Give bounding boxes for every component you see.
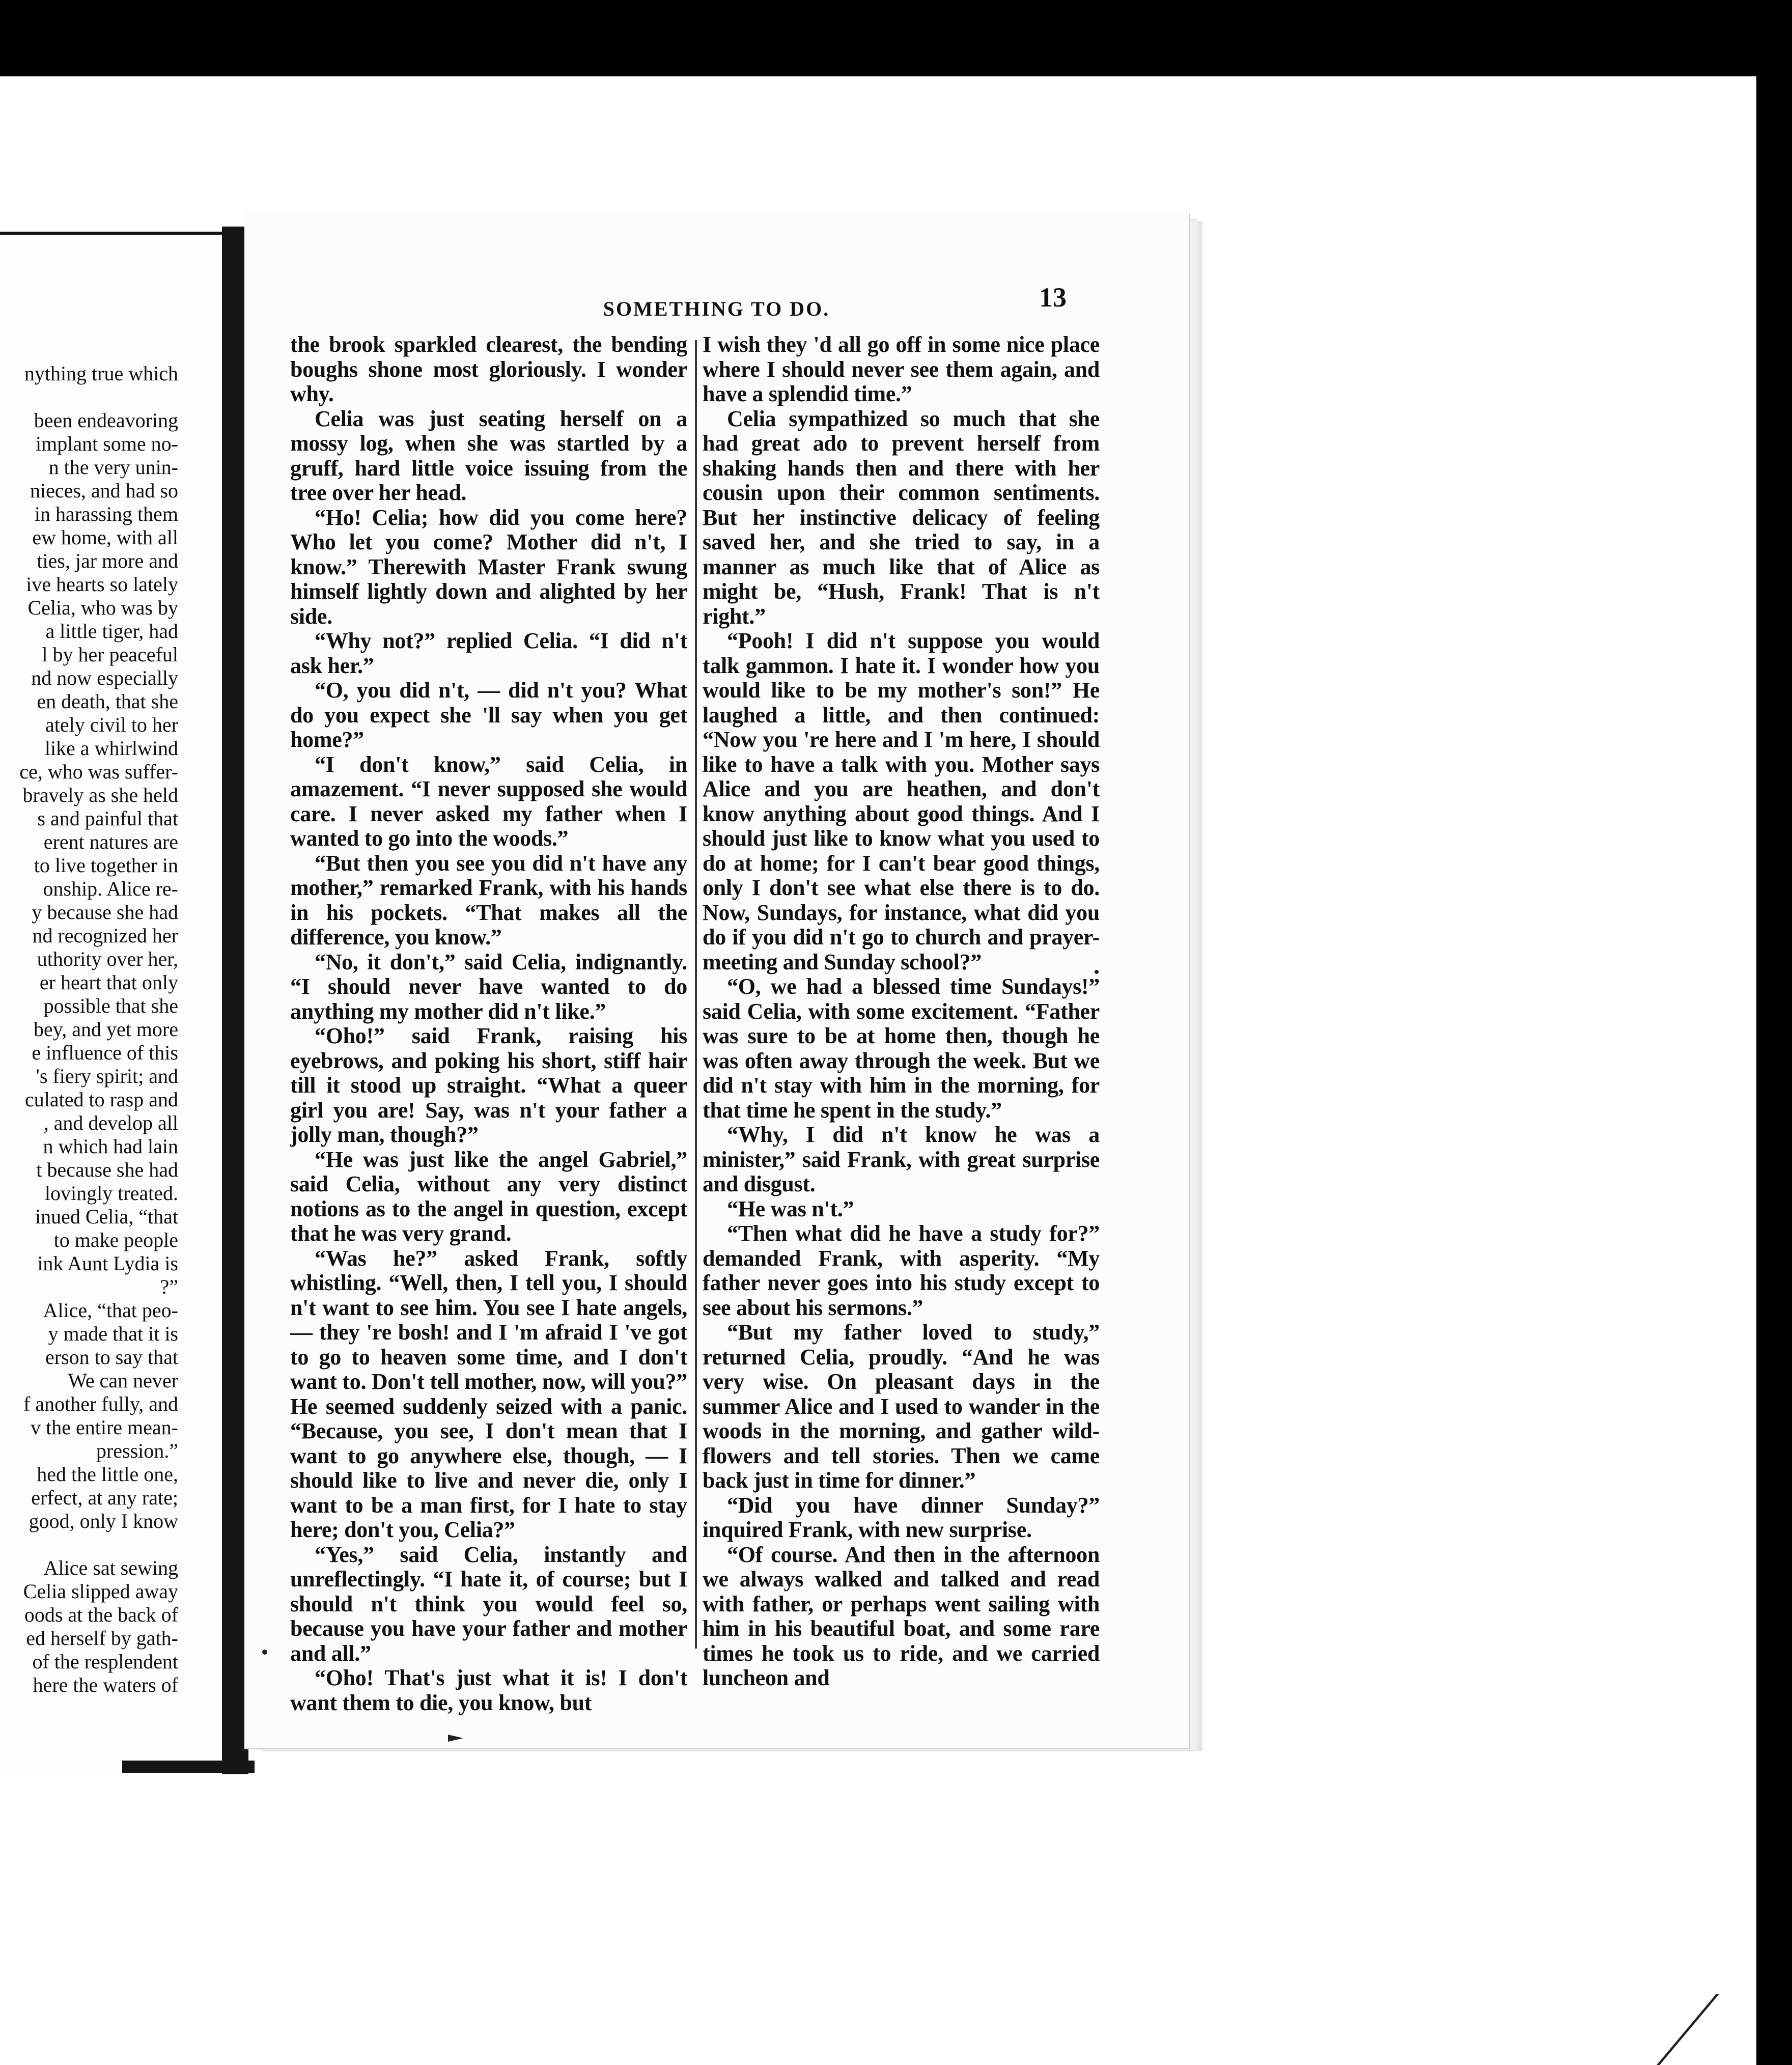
text-line: y because she had	[32, 901, 178, 924]
previous-page-fragment	[0, 232, 239, 1772]
text-line: pression.”	[96, 1439, 178, 1462]
text-line	[0, 385, 178, 409]
text-line: onship. Alice re-	[43, 877, 178, 900]
scan-speck	[262, 1650, 267, 1655]
text-line: culated to rasp and	[25, 1088, 178, 1111]
text-column-left	[290, 332, 687, 1715]
text-line: ately civil to her	[45, 713, 178, 736]
text-line: Celia slipped away	[23, 1580, 178, 1603]
text-line: inued Celia, “that	[35, 1205, 178, 1228]
paragraph: “But my father loved to study,” returned Celia, proudly. “And he was very wise. On pleasant days in the summer Alice and I used to wander in the woods in the morning, and gather wild-flowers and tell stories. Then we came back just in time for dinner.”	[703, 1320, 1100, 1493]
paragraph: “I don't know,” said Celia, in amazement. “I never supposed she would care. I never asked my father when I wanted to go into the woods.”	[290, 751, 687, 851]
paragraph: “Oho!” said Frank, raising his eyebrows, and poking his short, stiff hair till it stood up straight. “What a queer girl you are! Say, was n't your father a jolly man, though?”	[290, 1023, 687, 1147]
text-line: here the waters of	[33, 1673, 178, 1696]
text-line: Celia, who was by	[27, 596, 178, 619]
paragraph: Celia was just seating herself on a mossy log, when she was startled by a gruff, hard little voice issuing from the tree over her head.	[290, 406, 687, 505]
paragraph: “Then what did he have a study for?” demanded Frank, with asperity. “My father never goes into his study except to see about his sermons.”	[703, 1221, 1100, 1320]
text-line: We can never	[68, 1369, 178, 1392]
text-line: ive hearts so lately	[26, 573, 178, 596]
text-line: y made that it is	[48, 1322, 178, 1345]
text-line: Alice sat sewing	[43, 1556, 178, 1579]
text-line: n the very unin-	[48, 456, 178, 479]
paragraph: “Pooh! I did n't suppose you would talk gammon. I hate it. I wonder how you would like to be my mother's son!” He laughed a little, and then continued: “Now you 're here and I 'm here, I should like to have a talk with you. Mother says Alice and you are heathen, and don't know anything about good things. And I should just like to know what you used to do at home; for I can't bear good things, only I don't see what else there is to do. Now, Sundays, for instance, what did you do if you did n't go to church and prayer-meeting and Sunday school?”	[703, 628, 1100, 974]
text-line: in harassing them	[34, 503, 178, 525]
paragraph: I wish they 'd all go off in some nice place where I should never see them again, and have a splendid time.”	[703, 332, 1100, 406]
paragraph: “Oho! That's just what it is! I don't want them to die, you know, but	[290, 1665, 687, 1715]
paragraph: “Did you have dinner Sunday?” inquired Frank, with new surprise.	[703, 1492, 1100, 1542]
text-line: f another fully, and	[23, 1392, 178, 1415]
text-line: possible that she	[43, 994, 178, 1017]
paragraph: “Was he?” asked Frank, softly whistling. “Well, then, I tell you, I should n't want to see him. You see I hate angels, — they 're bosh! and I 'm afraid I 've got to go to heaven some time, and I don't want to. Don't tell mother, now, will you?” He seemed suddenly seized with a panic. “Because, you see, I don't mean that I want to go anywhere else, though, — I should like to live and never die, only I want to be a man first, for I hate to stay here; don't you, Celia?”	[290, 1245, 687, 1542]
paragraph: “Why not?” replied Celia. “I did n't ask her.”	[290, 628, 687, 678]
text-line: er heart that only	[39, 971, 178, 994]
paragraph: the brook sparkled clearest, the bending boughs shone most gloriously. I wonder why.	[290, 332, 687, 406]
paragraph: “Yes,” said Celia, instantly and unreflectingly. “I hate it, of course; but I should n't think you would feel so, because you have your father and mother and all.”	[290, 1542, 687, 1666]
paragraph: “Ho! Celia; how did you come here? Who let you come? Mother did n't, I know.” Therewith Master Frank swung himself lightly down and alighted by her side.	[290, 505, 687, 629]
text-line: been endeavoring	[34, 409, 178, 432]
text-line: s and painful that	[37, 807, 178, 830]
binding-spine-foot	[122, 1761, 255, 1773]
text-line: n which had lain	[43, 1135, 178, 1158]
scan-speck	[1095, 970, 1099, 974]
paragraph: “He was n't.”	[727, 1196, 854, 1221]
text-line: ink Aunt Lydia is	[37, 1252, 178, 1275]
text-line: of the resplendent	[32, 1650, 178, 1673]
text-line: , and develop all	[43, 1111, 178, 1134]
text-line: nything true which	[24, 362, 178, 385]
text-line: oods at the back of	[24, 1603, 178, 1626]
text-line: bey, and yet more	[34, 1018, 178, 1041]
paragraph: “No, it don't,” said Celia, indignantly. “I should never have wanted to do anything my mother did n't like.”	[290, 949, 687, 1024]
text-line: en death, that she	[37, 690, 178, 713]
text-line: ew home, with all	[32, 526, 178, 549]
text-line: implant some no-	[36, 432, 178, 455]
text-line: hed the little one,	[37, 1463, 178, 1486]
paragraph: “O, you did n't, — did n't you? What do you expect she 'll say when you get home?”	[290, 678, 687, 752]
paragraph: “Of course. And then in the afternoon we always walked and talked and read with father, or perhaps went sailing with him in his beautiful boat, and some rare times he took us to ride, and we carried luncheon and	[703, 1542, 1100, 1690]
text-line: lovingly treated.	[44, 1182, 178, 1205]
column-rule	[695, 340, 697, 1649]
text-line: ?”	[160, 1275, 178, 1298]
paragraph: “But then you see you did n't have any mother,” remarked Frank, with his hands in his pockets. “That makes all the difference, you know.”	[290, 850, 687, 950]
printer-mark	[448, 1735, 463, 1742]
text-line: nd recognized her	[32, 924, 178, 947]
text-line: t because she had	[36, 1158, 178, 1181]
page-number: 13	[1039, 282, 1067, 313]
paragraph: “Why, I did n't know he was a minister,” said Frank, with great surprise and disgust.	[703, 1122, 1100, 1196]
previous-page-column	[0, 362, 178, 1697]
text-line: ce, who was suffer-	[19, 760, 178, 783]
text-line: ties, jar more and	[37, 549, 178, 572]
text-line: like a whirlwind	[44, 737, 178, 760]
paragraph: Celia sympathized so much that she had great ado to prevent herself from shaking hands then and there with her cousin upon their common sentiments. But her instinctive delicacy of feeling saved her, and she tried to say, in a manner as much like that of Alice as might be, “Hush, Frank! That is n't right.”	[703, 406, 1100, 629]
text-line: uthority over her,	[37, 947, 178, 970]
text-line: bravely as she held	[22, 784, 178, 806]
book-page	[244, 213, 1190, 1749]
scan-border-top	[0, 0, 1792, 76]
text-line: erson to say that	[45, 1346, 178, 1369]
running-head: SOMETHING TO DO.	[603, 297, 830, 320]
text-line: to make people	[53, 1229, 178, 1251]
text-line: e influence of this	[32, 1041, 178, 1064]
paragraph: “He was just like the angel Gabriel,” said Celia, without any very distinct notions as to the angel in question, except that he was very grand.	[290, 1147, 687, 1246]
text-line: nieces, and had so	[30, 479, 178, 502]
text-line: nd now especially	[31, 666, 178, 689]
text-line	[0, 1533, 178, 1556]
text-line: a little tiger, had	[45, 620, 178, 643]
text-column-right	[703, 332, 1100, 1691]
text-line: erent natures are	[43, 830, 178, 853]
text-line: v the entire mean-	[31, 1416, 178, 1439]
text-line: to live together in	[34, 854, 178, 877]
text-line: Alice, “that peo-	[43, 1299, 178, 1322]
text-line: ed herself by gath-	[26, 1627, 178, 1650]
text-line: l by her peaceful	[42, 643, 178, 666]
text-line: erfect, at any rate;	[31, 1486, 178, 1509]
text-line: 's fiery spirit; and	[36, 1065, 178, 1087]
paragraph: “O, we had a blessed time Sundays!” said Celia, with some excitement. “Father was sure to be at home then, though he was often away through the week. But we did n't stay with him in the morning, for that time he spent in the study.”	[703, 974, 1100, 1123]
text-line: good, only I know	[29, 1510, 178, 1532]
